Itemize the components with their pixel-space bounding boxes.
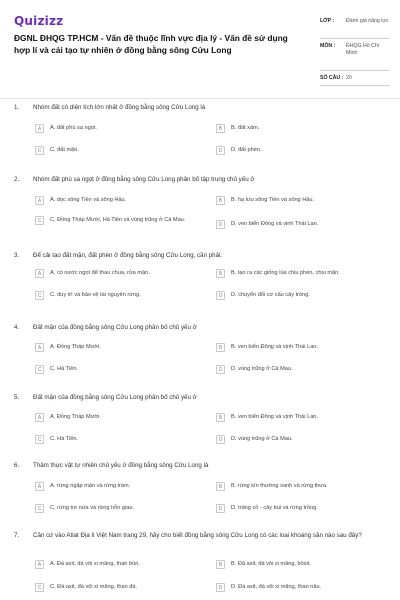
option-b[interactable] [216, 560, 371, 569]
option-text: B. Đá axit, đá vôi xi măng, bôxit. [231, 561, 311, 567]
option-text: B. đất xám. [231, 125, 260, 131]
question-text: Thảm thực vật tự nhiên chủ yếu ở đồng bằng sông Cửu Long là [33, 462, 209, 469]
option-letter-box: C [35, 216, 44, 225]
option-text: B. ven biển Đông và vịnh Thái Lan. [231, 344, 318, 350]
option-a[interactable] [35, 343, 190, 352]
question-number: 1. [14, 104, 20, 111]
option-a[interactable] [35, 560, 190, 569]
question-text: Đất mặn của đồng bằng sông Cửu Long phân bố chủ yếu ở [33, 324, 197, 331]
option-letter-box: D [216, 365, 225, 374]
option-a[interactable] [35, 269, 190, 278]
option-letter-box: A [35, 482, 44, 491]
option-letter-box: B [216, 482, 225, 491]
option-text: B. tạo ra các giống lúa chịu phèn, chịu mặn. [231, 270, 340, 276]
question-number: 3. [14, 252, 20, 259]
option-text: D. chuyển đổi cơ cấu cây trồng. [231, 292, 310, 298]
option-text: D. vùng trũng ở Cà Mau. [231, 366, 293, 372]
meta-count-value: 20 [346, 75, 352, 81]
option-letter-box: B [216, 560, 225, 569]
option-d[interactable] [216, 220, 371, 229]
option-letter-box: A [35, 343, 44, 352]
option-letter-box: D [216, 583, 225, 592]
meta-subject-value: ĐHQG Hồ Chí Minh [346, 43, 380, 56]
option-text: A. có nước ngọt để thau chua, rửa mặn. [50, 270, 150, 276]
question-number: 7. [14, 532, 20, 539]
option-letter-box: D [216, 504, 225, 513]
option-text: B. hạ lưu sông Tiền và sông Hậu. [231, 197, 315, 203]
quizizz-logo: Quizizz [14, 14, 64, 28]
option-c[interactable] [35, 146, 190, 155]
option-b[interactable] [216, 124, 371, 133]
option-letter-box: C [35, 504, 44, 513]
option-letter-box: C [35, 365, 44, 374]
option-text: A. Đồng Tháp Mười. [50, 414, 101, 420]
option-letter-box: B [216, 413, 225, 422]
option-d[interactable] [216, 365, 371, 374]
option-a[interactable] [35, 196, 190, 205]
option-a[interactable] [35, 413, 190, 422]
option-letter-box: A [35, 269, 44, 278]
question-text: Căn cứ vào Atlat Địa lí Việt Nam trang 29, hãy cho biết đồng bằng sông Cửu Long có các loại khoáng sản nào sau đây? [33, 532, 362, 539]
option-text: A. rừng ngập mặn và rừng tràm. [50, 483, 131, 489]
option-letter-box: C [35, 291, 44, 300]
question-number: 4. [14, 324, 20, 331]
option-letter-box: B [216, 124, 225, 133]
option-b[interactable] [216, 196, 371, 205]
option-c[interactable] [35, 291, 190, 300]
option-text: B. ven biển Đông và vịnh Thái Lan. [231, 414, 318, 420]
option-d[interactable] [216, 146, 371, 155]
option-text: D. ven biển Đông và vịnh Thái Lan. [231, 221, 319, 227]
option-d[interactable] [216, 583, 371, 592]
option-b[interactable] [216, 413, 371, 422]
meta-subject-row [320, 39, 390, 71]
question-text: Nhóm đất có diện tích lớn nhất ở đồng bằng sông Cửu Long là [33, 104, 206, 111]
question-text: Nhóm đất phù sa ngọt ở đồng bằng sông Cửu Long phân bố tập trung chủ yếu ở [33, 176, 255, 183]
option-text: D. đất phèn. [231, 147, 262, 153]
question-number: 5. [14, 394, 20, 401]
option-text: A. đất phù sa ngọt. [50, 125, 97, 131]
option-c[interactable] [35, 365, 190, 374]
worksheet-meta [320, 14, 390, 86]
option-letter-box: A [35, 196, 44, 205]
worksheet-title: ĐGNL ĐHQG TP.HCM - Vấn đề thuộc lĩnh vực địa lý - Vấn đề sử dụng hợp lí và cải tạo tự nhiên ở đồng bằng sông Cửu Long [14, 33, 288, 55]
meta-class-label: LỚP : [320, 18, 335, 24]
option-text: D. vùng trũng ở Cà Mau. [231, 436, 293, 442]
option-letter-box: B [216, 196, 225, 205]
option-a[interactable] [35, 482, 190, 491]
worksheet-header [0, 0, 400, 97]
question-text: Để cải tạo đất mặn, đất phèn ở đồng bằng sông Cửu Long, cần phải: [33, 252, 223, 259]
question-text: Đất mặn của đồng bằng sông Cửu Long phân bố chủ yếu ở [33, 394, 197, 401]
option-letter-box: A [35, 560, 44, 569]
question-number: 6. [14, 462, 20, 469]
meta-class-value: Đánh giá năng lực [346, 18, 389, 24]
option-letter-box: B [216, 343, 225, 352]
meta-class-row [320, 14, 390, 39]
option-text: C. Đồng Tháp Mười, Hà Tiên và vùng trũng ở Cà Mau. [50, 217, 186, 223]
option-letter-box: C [35, 435, 44, 444]
option-a[interactable] [35, 124, 190, 133]
option-d[interactable] [216, 291, 371, 300]
option-d[interactable] [216, 435, 371, 444]
option-letter-box: D [216, 220, 225, 229]
option-text: D. trảng cỏ - cây bụi và rừng trồng. [231, 505, 318, 511]
option-d[interactable] [216, 504, 371, 513]
option-text: D. Đá axit, đá vôi xi măng, than nâu. [231, 584, 322, 590]
option-letter-box: A [35, 124, 44, 133]
option-text: B. rừng kín thường xanh và rừng thưa. [231, 483, 328, 489]
option-c[interactable] [35, 216, 190, 225]
meta-count-row [320, 71, 390, 86]
option-c[interactable] [35, 435, 190, 444]
option-text: C. đất mặn. [50, 147, 79, 153]
option-text: C. duy trì và bảo vệ tài nguyên rừng. [50, 292, 141, 298]
option-c[interactable] [35, 504, 190, 513]
option-text: C. Hà Tiên. [50, 366, 78, 372]
option-letter-box: C [35, 146, 44, 155]
option-b[interactable] [216, 482, 371, 491]
option-text: A. Đồng Tháp Mười. [50, 344, 101, 350]
option-letter-box: D [216, 435, 225, 444]
option-b[interactable] [216, 269, 371, 278]
option-text: A. dọc sông Tiền và sông Hậu. [50, 197, 127, 203]
option-c[interactable] [35, 583, 190, 592]
option-text: C. Hà Tiên. [50, 436, 78, 442]
option-letter-box: C [35, 583, 44, 592]
option-text: C. rừng tre nứa và rừng hỗn giao. [50, 505, 134, 511]
option-b[interactable] [216, 343, 371, 352]
option-letter-box: D [216, 291, 225, 300]
meta-count-label: SỐ CÂU : [320, 75, 344, 81]
option-letter-box: D [216, 146, 225, 155]
option-text: A. Đá axit, đá vôi xi măng, than bùn. [50, 561, 140, 567]
meta-subject-label: MÔN : [320, 43, 336, 49]
option-letter-box: B [216, 269, 225, 278]
header-divider [0, 98, 400, 99]
option-letter-box: A [35, 413, 44, 422]
question-number: 2. [14, 176, 20, 183]
option-text: C. Đá axit, đá vôi xi măng, than đá. [50, 584, 138, 590]
